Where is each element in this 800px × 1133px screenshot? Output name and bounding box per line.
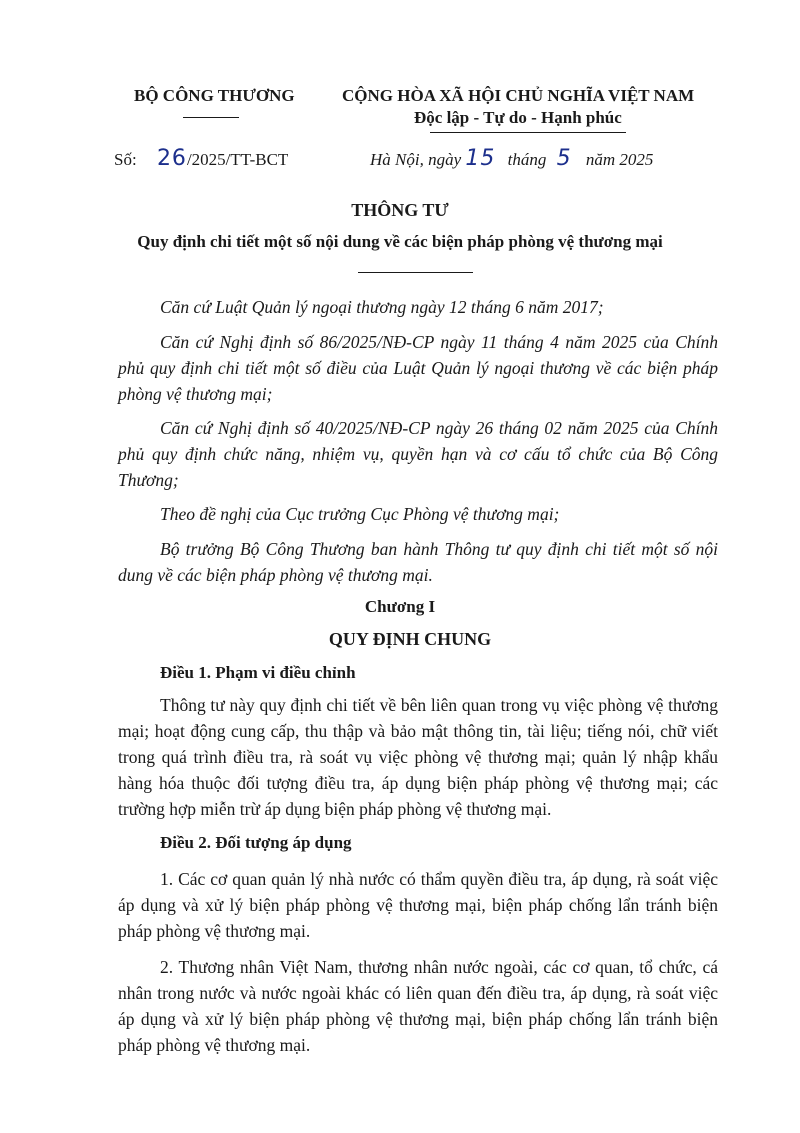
preamble-item: Theo đề nghị của Cục trưởng Cục Phòng vệ thương mại; [160, 504, 560, 524]
ministry-underline [183, 117, 239, 118]
preamble-item: Căn cứ Nghị định số 40/2025/NĐ-CP ngày 26 tháng 02 năm 2025 của Chính phủ quy định chức năng, nhiệm vụ, quyền hạn và cơ cấu tổ chức của Bộ Công Thương; [118, 418, 718, 490]
chapter-title: QUY ĐỊNH CHUNG [328, 629, 492, 649]
number-suffix: /2025/TT-BCT [186, 150, 289, 169]
document-number [114, 146, 288, 171]
preamble-item: Căn cứ Nghị định số 86/2025/NĐ-CP ngày 11 tháng 4 năm 2025 của Chính phủ quy định chi tiết một số điều của Luật Quản lý ngoại thương về các biện pháp phòng vệ thương mại; [118, 332, 718, 404]
month-label: tháng [507, 150, 547, 169]
year-text: năm 2025 [585, 150, 654, 169]
handwritten-number: 26 [156, 146, 187, 171]
place-and-date [370, 146, 653, 171]
article-heading: Điều 1. Phạm vi điều chỉnh [160, 663, 356, 682]
article-heading: Điều 2. Đối tượng áp dụng [160, 833, 352, 852]
issuing-ministry: BỘ CÔNG THƯƠNG [134, 86, 295, 105]
title-underline [358, 272, 473, 273]
document-type: THÔNG TƯ [351, 200, 449, 220]
date-prefix: Hà Nội, ngày [370, 150, 462, 169]
chapter-number: Chương I [364, 597, 436, 616]
article-paragraph: 1. Các cơ quan quản lý nhà nước có thẩm quyền điều tra, áp dụng, rà soát việc áp dụng và xử lý biện pháp phòng vệ thương mại, biện pháp chống lẩn tránh biện pháp phòng vệ thương mại. [118, 869, 718, 941]
article-paragraph: Thông tư này quy định chi tiết về bên liên quan trong vụ việc phòng vệ thương mại; hoạt động cung cấp, thu thập và bảo mật thông tin, tài liệu; tiếng nói, chữ viết trong quá trình điều tra, rà soát vụ việc phòng vệ thương mại; quản lý nhập khẩu hàng hóa thuộc đối tượng điều tra, áp dụng biện pháp phòng vệ thương mại; các trường hợp miễn trừ áp dụng biện pháp phòng vệ thương mại. [118, 695, 718, 819]
preamble-item: Căn cứ Luật Quản lý ngoại thương ngày 12 tháng 6 năm 2017; [160, 297, 604, 317]
national-motto: Độc lập - Tự do - Hạnh phúc [414, 108, 622, 127]
article-paragraph: 2. Thương nhân Việt Nam, thương nhân nước ngoài, các cơ quan, tổ chức, cá nhân trong nước và nước ngoài khác có liên quan đến điều tra, áp dụng, rà soát việc áp dụng và xử lý biện pháp phòng vệ thương mại, biện pháp chống lẩn tránh biện pháp phòng vệ thương mại. [118, 957, 718, 1055]
preamble-item: Bộ trưởng Bộ Công Thương ban hành Thông tư quy định chi tiết một số nội dung về các biện pháp phòng vệ thương mại. [118, 539, 718, 585]
handwritten-day: 15 [465, 146, 496, 171]
document-subject: Quy định chi tiết một số nội dung về các biện pháp phòng vệ thương mại [137, 232, 663, 251]
handwritten-month: 5 [556, 146, 572, 171]
number-prefix: Số: [114, 150, 137, 169]
national-title: CỘNG HÒA XÃ HỘI CHỦ NGHĨA VIỆT NAM [342, 86, 695, 105]
motto-underline [430, 132, 626, 133]
